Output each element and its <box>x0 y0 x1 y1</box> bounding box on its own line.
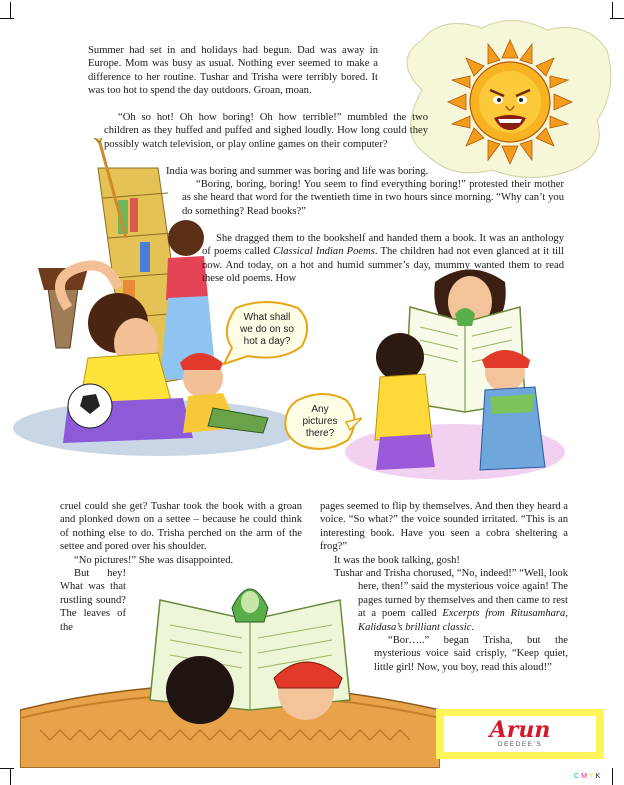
text-run: She dragged them to the bookshelf and handed them a book. It was an anthology of poems called <box>202 233 564 258</box>
bubble-line: hot a day? <box>243 336 291 347</box>
text-run: . <box>471 621 475 633</box>
story-complaint <box>104 111 428 151</box>
story-paragraph: Summer had set in and holidays had begun. Dad was away in Europe. Mom was busy as usual. Nothing ever seemed to make a difference to her routine. Tushar and Trisha were terribly bored. It was too hot to spend the day outdoors. Groan, moan. <box>88 45 378 97</box>
crop-mark-tl <box>10 2 11 18</box>
poem-title: Excerpts from Ritusamhara, Kalidasa’s brilliant classic <box>358 608 568 633</box>
speech-bubble-girl <box>230 312 304 348</box>
story-mother-protest <box>182 178 564 218</box>
story-anthology <box>202 232 564 286</box>
logo-subtitle: DEEDEE'S <box>497 741 543 748</box>
crop-mark-tr <box>612 2 613 18</box>
sun-illustration <box>382 20 618 180</box>
bubble-line: Any <box>311 404 329 415</box>
story-paragraph: “Oh so hot! Oh how boring! Oh how terrible!” mumbled the two children as they huffed and puffed and sighed loudly. How long could they possibly watch television, or play online games on their computer? <box>104 112 428 150</box>
story-life-boring <box>152 165 472 178</box>
story-paragraph: “Bor…..” began Trisha, but the mysterious voice said crisply, “Keep quiet, little girl! Now, you boy, read this aloud!” <box>374 635 568 673</box>
speech-bubble-boy <box>288 404 352 440</box>
story-paragraph: pages seemed to flip by themselves. And then they heard a voice. “So what?” the voice sounded irritated. “This is an interesting book. Have you seen a cobra sheltering a frog?” <box>320 501 569 553</box>
crop-mark-br <box>612 768 613 785</box>
cmyk-mark <box>574 773 602 780</box>
publisher-logo-box <box>436 709 604 759</box>
book-title: Classical Indian Poems <box>273 246 375 258</box>
publisher-logo <box>444 716 596 752</box>
crop-mark-tl-h <box>0 18 14 19</box>
right-column <box>320 500 568 674</box>
logo-wordmark: Arun <box>489 717 551 743</box>
cmyk-letter: Y <box>588 773 596 780</box>
bubble-line: there? <box>305 428 335 439</box>
mother-reading-illustration <box>340 262 570 480</box>
story-paragraph: India was boring and summer was boring and life was boring. <box>166 166 429 177</box>
story-intro <box>88 44 378 98</box>
text-run: Tushar and Trisha chorused, “No, indeed!” “Well, look here, then!” said the mysterious voice again! The pages turned by themselves and then came to rest at a poem called <box>334 568 568 620</box>
cmyk-letter: K <box>595 773 603 780</box>
crop-mark-bl <box>10 768 11 785</box>
crop-mark-tr-h <box>610 18 624 19</box>
story-paragraph: It was the book talking, gosh! <box>334 554 460 566</box>
bubble-line: What shall <box>243 312 291 323</box>
text-run: . The children had not even glanced at it till now. And today, on a hot and humid summer’s day, mummy wanted them to read these old poems. How <box>202 246 564 285</box>
story-paragraph: “No pictures!” She was disappointed. <box>74 554 234 566</box>
story-paragraph <box>320 567 568 634</box>
story-paragraph: cruel could she get? Tushar took the book with a groan and plonked down on a settee – because he could think of nothing else to do. Trisha perched on the arm of the settee and pored over his shoulder. <box>60 501 302 553</box>
left-column <box>60 500 302 634</box>
story-paragraph: “Boring, boring, boring! You seem to find everything boring!” protested their mother as she heard that word for the twentieth time in two hours since morning. “Why can’t you do something? Read books?” <box>182 179 564 217</box>
cmyk-letter: M <box>581 773 589 780</box>
bubble-line: we do on so <box>240 324 294 335</box>
story-paragraph <box>202 232 564 286</box>
story-paragraph: But hey! What was that rustling sound? The leaves of the <box>60 568 126 633</box>
bubble-line: pictures <box>302 416 338 427</box>
crop-mark-bl-h <box>0 768 14 769</box>
cmyk-letter: C <box>574 773 582 780</box>
